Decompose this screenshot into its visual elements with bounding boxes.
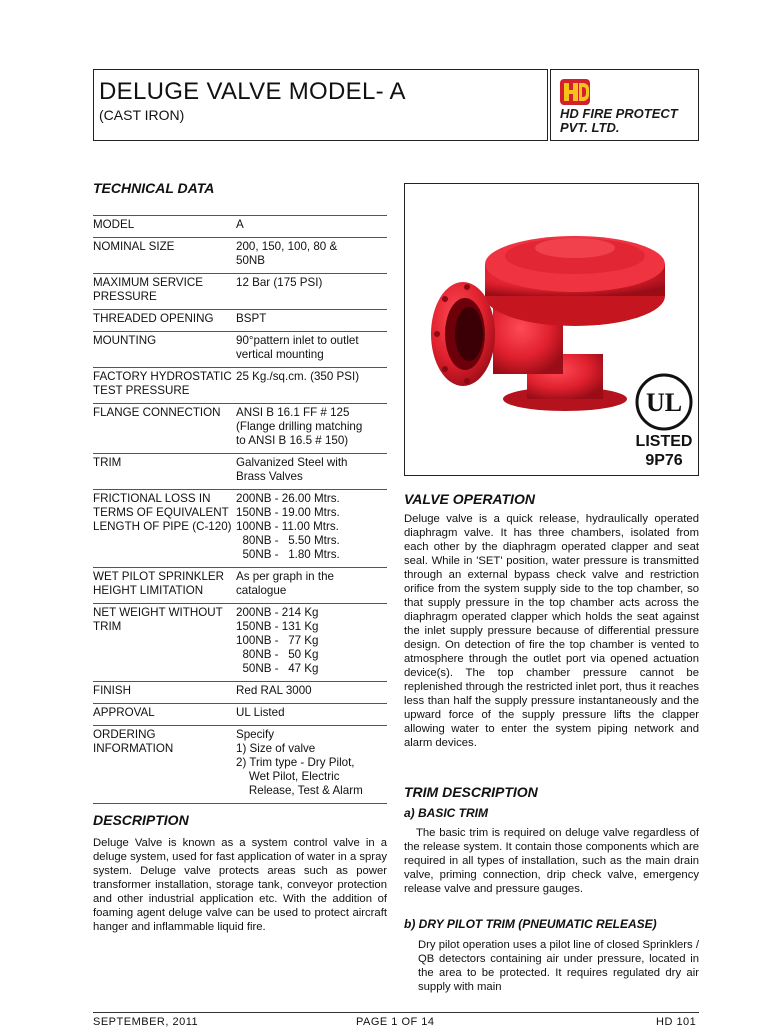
dry-pilot-trim-text: Dry pilot operation uses a pilot line of closed Sprinklers / QB detectors containing air under pressure, located in the area to be protected. It requires regulated dry air supply with main — [418, 939, 699, 993]
spec-label: TRIM — [93, 454, 236, 490]
spec-value-line: ANSI B 16.1 FF # 125 — [236, 406, 350, 419]
spec-value-line: 200NB - 26.00 Mtrs. — [236, 492, 340, 505]
svg-text:UL: UL — [645, 388, 683, 417]
spec-value-line: 50NB - 47 Kg — [236, 662, 319, 675]
spec-value-line: catalogue — [236, 584, 287, 597]
technical-data-table — [93, 215, 387, 804]
table-row — [93, 490, 387, 568]
spec-label: FRICTIONAL LOSS IN TERMS OF EQUIVALENT LENGTH OF PIPE (C-120) — [93, 490, 236, 568]
description-text: Deluge Valve is known as a system control valve in a deluge system, used for fast application of water in a spray system. Deluge valve protects areas such as power transformer installation, storage tank, conveyor protection and other industrial application etc. With the addition of foaming agent deluge valve can be used to protect aircraft hanger and inflammable liquid fire. — [93, 837, 387, 933]
spec-value — [236, 216, 387, 238]
spec-value-line: Galvanized Steel with — [236, 456, 348, 469]
table-row — [93, 238, 387, 274]
footer-page-number: PAGE 1 OF 14 — [356, 1016, 435, 1028]
title-box — [93, 69, 548, 141]
hd-logo-icon — [560, 79, 590, 105]
footer-doc-code: HD 101 — [656, 1016, 697, 1028]
spec-value-line: Red RAL 3000 — [236, 684, 312, 697]
company-logo-box — [550, 69, 699, 141]
spec-label: FINISH — [93, 682, 236, 704]
spec-value-line: 150NB - 131 Kg — [236, 620, 319, 633]
spec-value — [236, 274, 387, 310]
spec-value-line: to ANSI B 16.5 # 150) — [236, 434, 349, 447]
dry-pilot-trim-heading: b) DRY PILOT TRIM (PNEUMATIC RELEASE) — [404, 917, 657, 931]
spec-value-line: 50NB — [236, 254, 266, 267]
spec-value-line: 100NB - 11.00 Mtrs. — [236, 520, 339, 533]
spec-value — [236, 238, 387, 274]
spec-value-line: Brass Valves — [236, 470, 303, 483]
spec-value-line: 150NB - 19.00 Mtrs. — [236, 506, 340, 519]
spec-label: NOMINAL SIZE — [93, 238, 236, 274]
product-photo — [404, 183, 699, 476]
spec-label: MODEL — [93, 216, 236, 238]
spec-value — [236, 704, 387, 726]
table-row — [93, 604, 387, 682]
spec-value-line: 200NB - 214 Kg — [236, 606, 319, 619]
spec-value-line: 12 Bar (175 PSI) — [236, 276, 323, 289]
spec-value — [236, 726, 387, 804]
table-row — [93, 682, 387, 704]
table-row — [93, 726, 387, 804]
footer-date: SEPTEMBER, 2011 — [93, 1016, 199, 1028]
basic-trim-text: The basic trim is required on deluge valve regardless of the release system. It contain those components which are required in all types of installation, such as the main drain valve, priming connection, drip check valve, emergency release valve and pressure gauges. — [404, 827, 699, 895]
document-title: DELUGE VALVE MODEL- A — [99, 78, 406, 105]
spec-label: FLANGE CONNECTION — [93, 404, 236, 454]
spec-label: APPROVAL — [93, 704, 236, 726]
spec-label: NET WEIGHT WITHOUT TRIM — [93, 604, 236, 682]
spec-value-line: A — [236, 218, 244, 231]
description-heading: DESCRIPTION — [93, 812, 189, 828]
table-row — [93, 368, 387, 404]
spec-value-line: (Flange drilling matching — [236, 420, 363, 433]
spec-value — [236, 682, 387, 704]
spec-value-line: 80NB - 5.50 Mtrs. — [236, 534, 340, 547]
spec-value-line: 1) Size of valve — [236, 742, 316, 755]
spec-label: THREADED OPENING — [93, 310, 236, 332]
spec-value — [236, 454, 387, 490]
ul-listed-mark — [636, 375, 693, 469]
spec-value-line: 50NB - 1.80 Mtrs. — [236, 548, 340, 561]
spec-value-line: Release, Test & Alarm — [236, 784, 363, 797]
spec-value — [236, 604, 387, 682]
valve-operation-text: Deluge valve is a quick release, hydraulically operated diaphragm valve. It has three chambers, isolated from each other by the diaphragm operated clapper and seat seal. While in 'SET' position, water pressure is transmitted through an external bypass check valve and restriction orifice from the system supply side to the top chamber, so that supply pressure in the top chamber acts across the diaphragm operated clapper which holds the seat against the inlet supply pressure because of differential pressure design. On detection of fire the top chamber is vented to atmosphere through the outlet port via opened actuation device(s). The top chamber pressure cannot be replenished through the restricted inlet port, thus it reaches less than half the supply pressure instantaneously and the upward force of the supply pressure lifts the clapper allowing water to enter the system piping network and alarm devices. — [404, 513, 699, 749]
table-row — [93, 332, 387, 368]
spec-value-line: 90°pattern inlet to outlet — [236, 334, 359, 347]
spec-label: WET PILOT SPRINKLER HEIGHT LIMITATION — [93, 568, 236, 604]
spec-value-line: BSPT — [236, 312, 267, 325]
table-row — [93, 704, 387, 726]
spec-value — [236, 368, 387, 404]
spec-value-line: vertical mounting — [236, 348, 324, 361]
valve-operation-heading: VALVE OPERATION — [404, 491, 535, 507]
spec-value-line: UL Listed — [236, 706, 285, 719]
spec-value — [236, 404, 387, 454]
svg-text:9P76: 9P76 — [645, 452, 683, 469]
spec-value — [236, 568, 387, 604]
spec-label: MOUNTING — [93, 332, 236, 368]
deluge-valve-image — [405, 184, 698, 475]
basic-trim-heading: a) BASIC TRIM — [404, 806, 488, 820]
spec-value-line: 200, 150, 100, 80 & — [236, 240, 338, 253]
spec-value-line: 100NB - 77 Kg — [236, 634, 319, 647]
spec-value-line: 25 Kg./sq.cm. (350 PSI) — [236, 370, 360, 383]
table-row — [93, 274, 387, 310]
technical-data-heading: TECHNICAL DATA — [93, 180, 215, 196]
spec-value-line: As per graph in the — [236, 570, 334, 583]
svg-text:LISTED: LISTED — [635, 433, 693, 450]
table-row — [93, 568, 387, 604]
company-name: HD FIRE PROTECT — [560, 106, 678, 121]
spec-value-line: 80NB - 50 Kg — [236, 648, 319, 661]
company-suffix: PVT. LTD. — [560, 120, 620, 135]
table-row — [93, 310, 387, 332]
spec-value-line: 2) Trim type - Dry Pilot, — [236, 756, 355, 769]
spec-value — [236, 332, 387, 368]
spec-label: ORDERING INFORMATION — [93, 726, 236, 804]
table-row — [93, 404, 387, 454]
spec-label: MAXIMUM SERVICE PRESSURE — [93, 274, 236, 310]
spec-label: FACTORY HYDROSTATIC TEST PRESSURE — [93, 368, 236, 404]
footer-rule — [93, 1012, 699, 1013]
spec-value — [236, 310, 387, 332]
spec-value-line: Specify — [236, 728, 275, 741]
trim-description-heading: TRIM DESCRIPTION — [404, 784, 538, 800]
table-row — [93, 454, 387, 490]
spec-value — [236, 490, 387, 568]
document-subtitle: (CAST IRON) — [99, 107, 185, 123]
table-row — [93, 216, 387, 238]
spec-value-line: Wet Pilot, Electric — [236, 770, 340, 783]
